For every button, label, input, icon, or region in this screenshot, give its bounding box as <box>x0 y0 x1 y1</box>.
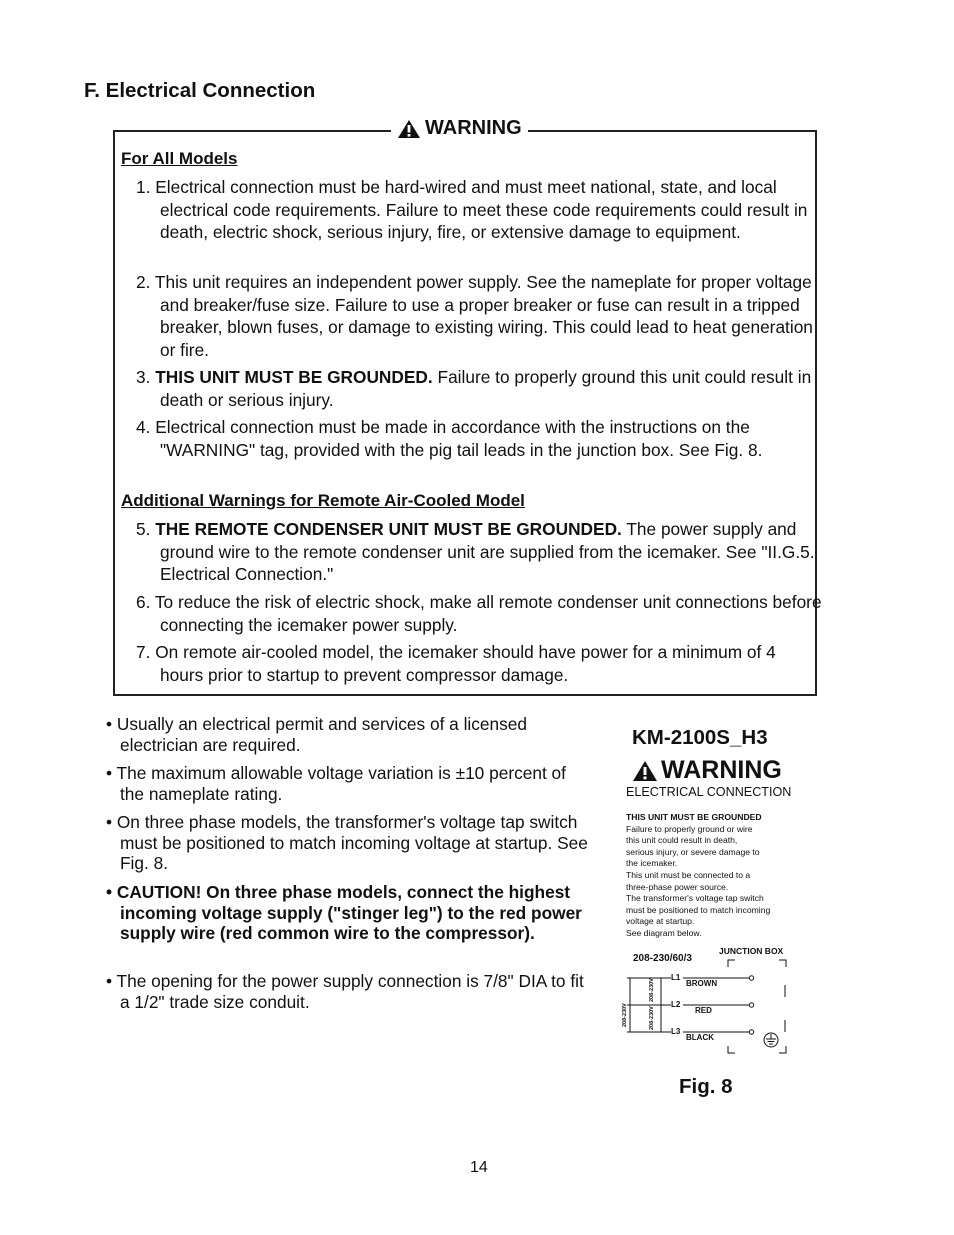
tag-grounded-title: THIS UNIT MUST BE GROUNDED <box>626 812 762 822</box>
voltage-label-1: 208-230V <box>649 978 655 1002</box>
tag-body-line: must be positioned to match incoming <box>626 904 771 915</box>
warning-header <box>391 117 528 140</box>
section-title: F. Electrical Connection <box>84 79 316 102</box>
tag-body-line: voltage at startup. <box>626 916 695 927</box>
warning-item-1 <box>136 176 822 244</box>
tag-body-line: this unit could result in death, <box>626 835 738 846</box>
tag-body-line: This unit must be connected to a <box>626 869 751 880</box>
tag-warning-heading <box>632 756 782 785</box>
junction-box-outline <box>728 960 786 1053</box>
item-number: 2. <box>136 272 151 292</box>
tag-body-line: See diagram below. <box>626 927 702 938</box>
item-text: Failure to properly ground this unit could result in death or serious injury. <box>160 367 812 410</box>
warning-header-label: WARNING <box>425 117 522 139</box>
terminal-l1 <box>749 976 753 980</box>
line-label-l1: L1 <box>671 973 681 982</box>
ground-icon <box>764 1033 778 1047</box>
item-number: 7. <box>136 642 151 662</box>
warning-triangle-icon <box>397 119 421 139</box>
warning-item-2 <box>136 271 822 361</box>
wire-label-black: BLACK <box>686 1033 714 1042</box>
item-text: Electrical connection must be made in accordance with the instructions on the "WARNING" tag, provided with the pig tail leads in the junction box. See Fig. 8. <box>155 417 763 460</box>
line-label-l2: L2 <box>671 1000 681 1009</box>
tag-body-line: three-phase power source. <box>626 881 729 892</box>
item-bold-text: THIS UNIT MUST BE GROUNDED. <box>155 367 433 387</box>
for-all-models-heading: For All Models <box>121 149 238 168</box>
page-number: 14 <box>470 1159 488 1176</box>
item-number: 5. <box>136 519 151 539</box>
warning-item-4 <box>136 416 822 461</box>
warning-triangle-icon <box>632 760 658 782</box>
item-text: To reduce the risk of electric shock, make all remote condenser unit connections before connecting the icemaker power supply. <box>154 592 822 635</box>
warning-item-6 <box>136 591 822 636</box>
tag-subtitle: ELECTRICAL CONNECTION <box>626 785 792 799</box>
warning-item-5 <box>136 518 822 586</box>
junction-box-label: JUNCTION BOX <box>719 946 784 956</box>
item-text: This unit requires an independent power supply. See the nameplate for proper voltage and breaker/fuse size. Failure to use a proper breaker or fuse can result in a tripped breaker, blown fuses, or damage to existing wiring. This could lead to heat generation or fire. <box>154 272 813 360</box>
tag-warning-label: WARNING <box>661 756 782 784</box>
item-number: 1. <box>136 177 151 197</box>
item-text: Electrical connection must be hard-wired and must meet national, state, and local electrical code requirements. Failure to meet these code requirements could result in death, electric shock, serious injury, fire, or extensive damage to equipment. <box>155 177 808 243</box>
bullet-permit: • Usually an electrical permit and services of a licensed electrician are required. <box>106 714 527 755</box>
tag-body-line: Failure to properly ground or wire <box>626 823 753 834</box>
terminal-l2 <box>749 1003 753 1007</box>
bullet-caution: • CAUTION! On three phase models, connect the highest incoming voltage supply ("stinger leg") to the red power supply wire (red common wire to the compressor). <box>106 882 582 943</box>
additional-warnings-heading: Additional Warnings for Remote Air-Cooled Model <box>121 491 525 510</box>
item-number: 4. <box>136 417 151 437</box>
wire-label-brown: BROWN <box>686 979 718 988</box>
item-text: On remote air-cooled model, the icemaker should have power for a minimum of 4 hours prior to startup to prevent compressor damage. <box>155 642 776 685</box>
tag-body <box>626 812 801 940</box>
item-bold-text: THE REMOTE CONDENSER UNIT MUST BE GROUNDED. <box>155 519 622 539</box>
bullet-three-phase-tap: • On three phase models, the transformer's voltage tap switch must be positioned to match incoming voltage at startup. See Fig. 8. <box>106 812 588 873</box>
tag-body-line: serious injury, or severe damage to <box>626 846 760 857</box>
voltage-label-2: 208-230V <box>649 1006 655 1030</box>
warning-item-7 <box>136 641 822 686</box>
warning-item-3 <box>136 366 822 411</box>
item-number: 3. <box>136 367 151 387</box>
bullet-conduit: • The opening for the power supply connection is 7/8" DIA to fit a 1/2" trade size conduit. <box>106 971 584 1012</box>
wire-label-red: RED <box>695 1006 712 1015</box>
voltage-label-outer: 208-230V <box>622 1003 628 1027</box>
bullet-voltage-variation: • The maximum allowable voltage variation is ±10 percent of the nameplate rating. <box>106 763 566 804</box>
item-text: The power supply and ground wire to the remote condenser unit are supplied from the icemaker. See "II.G.5. Electrical Connection." <box>160 519 815 585</box>
wiring-diagram <box>615 942 805 1062</box>
tag-body-line: The transformer's voltage tap switch <box>626 893 764 904</box>
item-number: 6. <box>136 592 151 612</box>
figure-label: Fig. 8 <box>679 1075 733 1098</box>
terminal-l3 <box>749 1030 753 1034</box>
tag-body-line: the icemaker. <box>626 858 678 869</box>
line-label-l3: L3 <box>671 1027 681 1036</box>
supply-label: 208-230/60/3 <box>633 953 692 964</box>
tag-model-label: KM-2100S_H3 <box>632 726 768 749</box>
